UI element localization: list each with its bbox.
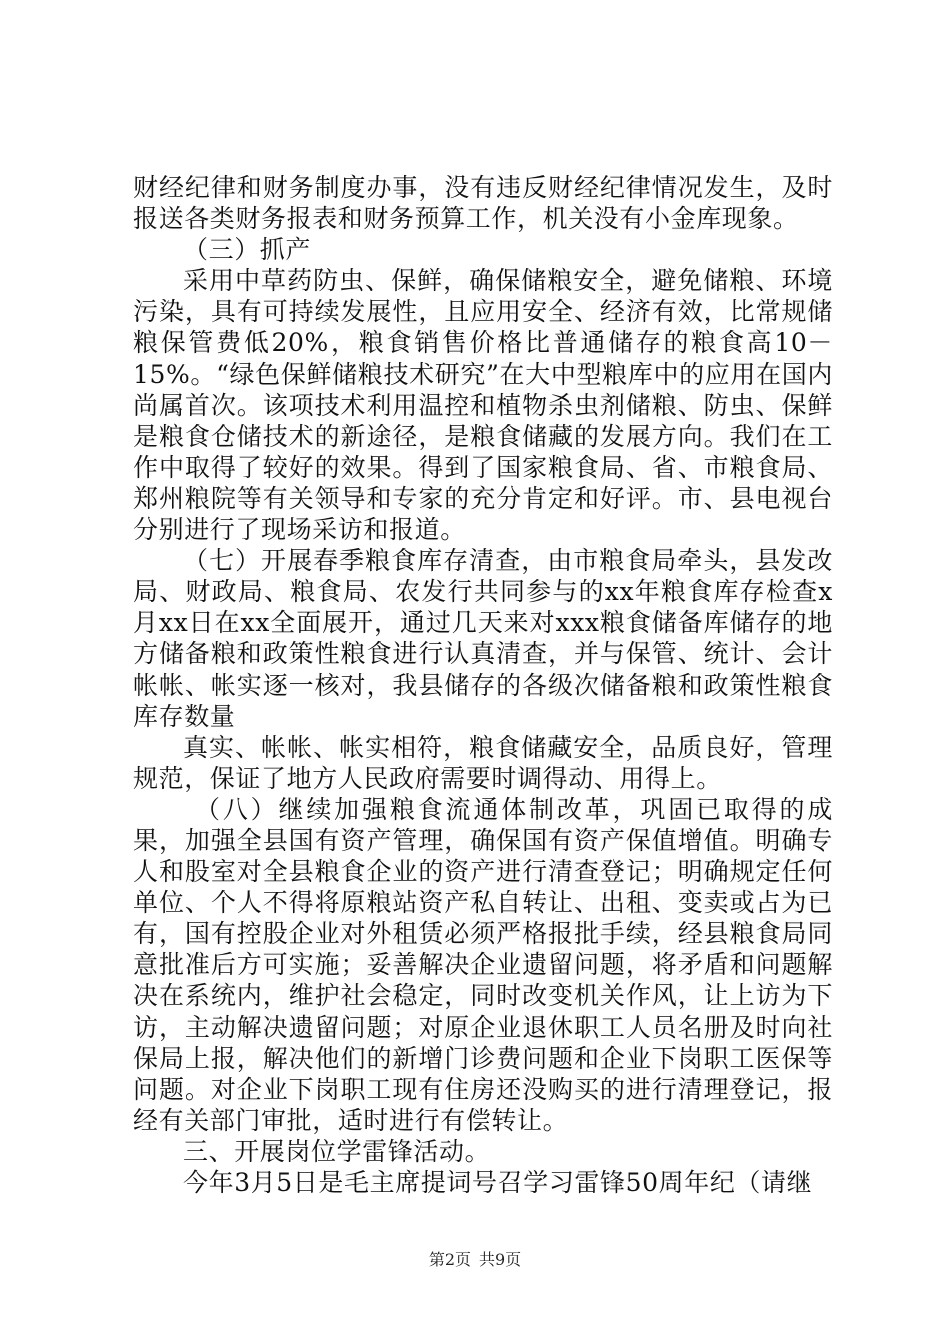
paragraph-reform: （八）继续加强粮食流通体制改革，巩固已取得的成果，加强全县国有资产管理，确保国有资产保值增值。明确专人和股室对全县粮食企业的资产进行清查登记；明确规定任何单位、个人不得将原粮站资产私自转让、出租、变卖或占为已有，国有控股企业对外租赁必须严格报批手续，经县粮食局同意批准后方可实施；妥善解决企业遗留问题，将矛盾和问题解决在系统内，维护社会稳定，同时改变机关作风，让上访为下访，主动解决遗留问题；对原企业退休职工人员名册及时向社保局上报，解决他们的新增门诊费问题和企业下岗职工医保等问题。对企业下岗职工现有住房还没购买的进行清理登记，报经有关部门审批，适时进行有偿转让。 bbox=[133, 794, 833, 1135]
section-heading-leifeng: 三、开展岗位学雷锋活动。 bbox=[183, 1136, 491, 1166]
document-body bbox=[133, 172, 833, 1198]
page-number-current: 第2页 bbox=[428, 1250, 471, 1269]
paragraph-inventory-check: （七）开展春季粮食库存清查，由市粮食局牵头，县发改局、财政局、粮食局、农发行共同参与的xx年粮食库存检查x月xx日在xx全面展开，通过几天来对xxx粮食储备库储存的地方储备粮和政策性粮食进行认真清查，并与保管、统计、会计帐帐、帐实逐一核对，我县储存的各级次储备粮和政策性粮食库存数量 bbox=[133, 546, 833, 731]
paragraph-finance-discipline: 财经纪律和财务制度办事，没有违反财经纪律情况发生，及时报送各类财务报表和财务预算工作，机关没有小金库现象。 bbox=[133, 173, 833, 234]
paragraph-inventory-result: 真实、帐帐、帐实相符，粮食储藏安全，品质良好，管理规范，保证了地方人民政府需要时调得动、用得上。 bbox=[133, 732, 833, 793]
section-heading-production: （三）抓产 bbox=[183, 235, 312, 265]
paragraph-green-storage: 采用中草药防虫、保鲜，确保储粮安全，避免储粮、环境污染，具有可持续发展性，且应用安全、经济有效，比常规储粮保管费低20%，粮食销售价格比普通储存的粮食高10－15%。“绿色保鲜储粮技术研究”在大中型粮库中的应用在国内尚属首次。该项技术利用温控和植物杀虫剂储粮、防虫、保鲜是粮食仓储技术的新途径，是粮食储藏的发展方向。我们在工作中取得了较好的效果。得到了国家粮食局、省、市粮食局、郑州粮院等有关领导和专家的充分肯定和好评。市、县电视台分别进行了现场采访和报道。 bbox=[133, 266, 833, 545]
page-footer bbox=[0, 1247, 950, 1270]
page-number-total: 共9页 bbox=[479, 1250, 522, 1269]
paragraph-leifeng-anniversary: 今年3月5日是毛主席提词号召学习雷锋50周年纪（请继 bbox=[183, 1168, 813, 1197]
